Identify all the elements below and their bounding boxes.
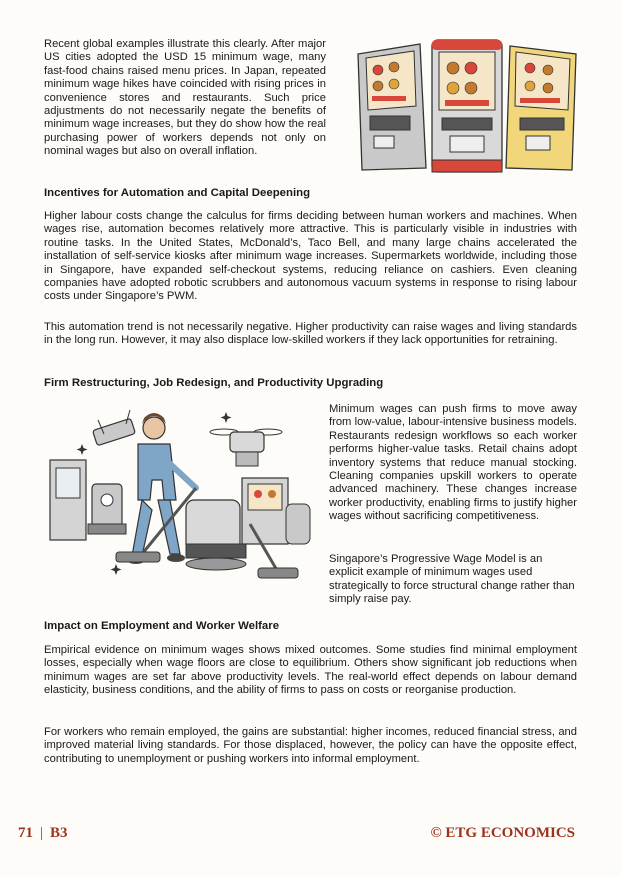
impact-paragraph-1: Empirical evidence on minimum wages shows mixed outcomes. Some studies find minimal employment losses, especially when wage floors are close to equilibrium. Others show significant job reductions when minimum wages are set far above productivity levels. The real-world effect depends on labour demand elasticity, business conditions, and the ability of firms to pass on costs or reorganise production. [44, 644, 577, 697]
vacuum-cleaner [116, 488, 196, 562]
intro-paragraph-block [44, 38, 326, 159]
chapter-label: B3 [50, 825, 68, 841]
restructuring-paragraph-2: Singapore’s Progressive Wage Model is an explicit example of minimum wages used strategically to force structural change rather than simply raise pay. [329, 553, 575, 606]
automation-paragraph-2-block [44, 321, 577, 348]
page-footer [0, 825, 621, 847]
drone-left [93, 410, 136, 446]
impact-paragraph-2: For workers who remain employed, the gains are substantial: higher incomes, reduced financial stress, and improved material living standards. For those displaced, however, the policy can have the opposite effect, contributing to unemployment or pushing workers into informal employment. [44, 726, 577, 765]
intro-paragraph: Recent global examples illustrate this clearly. After major US cities adopted the USD 15 minimum wage, many fast-food chains raised menu prices. In Japan, repeated minimum wage hikes have coincided with rising prices in convenience stores and restaurants. Such price adjustments do not necessarily negate the benefits of minimum wage increases, but they do show how the real purchasing power of workers depends not only on nominal wages but also on overall inflation. [44, 38, 326, 158]
impact-paragraph-2-block [44, 726, 577, 766]
drone-right [210, 429, 282, 466]
brand-label: © ETG ECONOMICS [430, 825, 575, 841]
restructuring-heading: Firm Restructuring, Job Redesign, and Productivity Upgrading [44, 377, 384, 389]
automation-paragraph-1: Higher labour costs change the calculus for firms deciding between human workers and machines. When wages rise, automation becomes relatively more attractive. This is particularly visible in industries with routine tasks. In the United States, McDonald’s, Taco Bell, and many large chains accelerated the installation of self-service kiosks after minimum wage increases. Supermarkets worldwide, including those in Singapore, have expanded self-checkout systems, reducing reliance on cashiers. Even cleaning companies have adopted robotic scrubbers and autonomous vacuum systems in response to rising labour costs under Singapore’s PWM. [44, 210, 577, 303]
service-machine [242, 478, 310, 544]
impact-heading: Impact on Employment and Worker Welfare [44, 620, 280, 632]
automation-paragraph-1-block [44, 210, 577, 304]
restructuring-paragraph-2-block [329, 553, 577, 607]
page-number: 71 [18, 825, 33, 841]
self-service-kiosks-illustration [350, 36, 586, 176]
kiosk-red [432, 40, 502, 172]
footer-separator: | [40, 825, 44, 841]
impact-paragraph-1-block [44, 644, 577, 698]
restructuring-paragraph-1-block [329, 403, 577, 524]
restructuring-paragraph-1: Minimum wages can push firms to move away from low-value, labour-intensive business models. Restaurants redesign workflows so each worker performs higher-value tasks. Retail chains adopt inventory systems that reduce manual stocking. Cleaning companies upskill workers to operate advanced machinery. These changes increase worker productivity, enabling firms to justify higher wages without sacrificing competitiveness. [329, 403, 577, 523]
kiosk-gray [358, 44, 426, 170]
kiosk-yellow [506, 46, 576, 170]
small-robot [88, 484, 126, 534]
storage-cabinet [50, 460, 86, 540]
automation-paragraph-2: This automation trend is not necessarily negative. Higher productivity can raise wages and living standards in the long run. However, it may also displace low-skilled workers if they lack opportunities for retraining. [44, 321, 577, 347]
automation-heading: Incentives for Automation and Capital Deepening [44, 187, 311, 199]
floor-scrubber [186, 500, 246, 570]
footer-left [18, 825, 68, 842]
cleaning-worker-illustration [46, 404, 314, 588]
